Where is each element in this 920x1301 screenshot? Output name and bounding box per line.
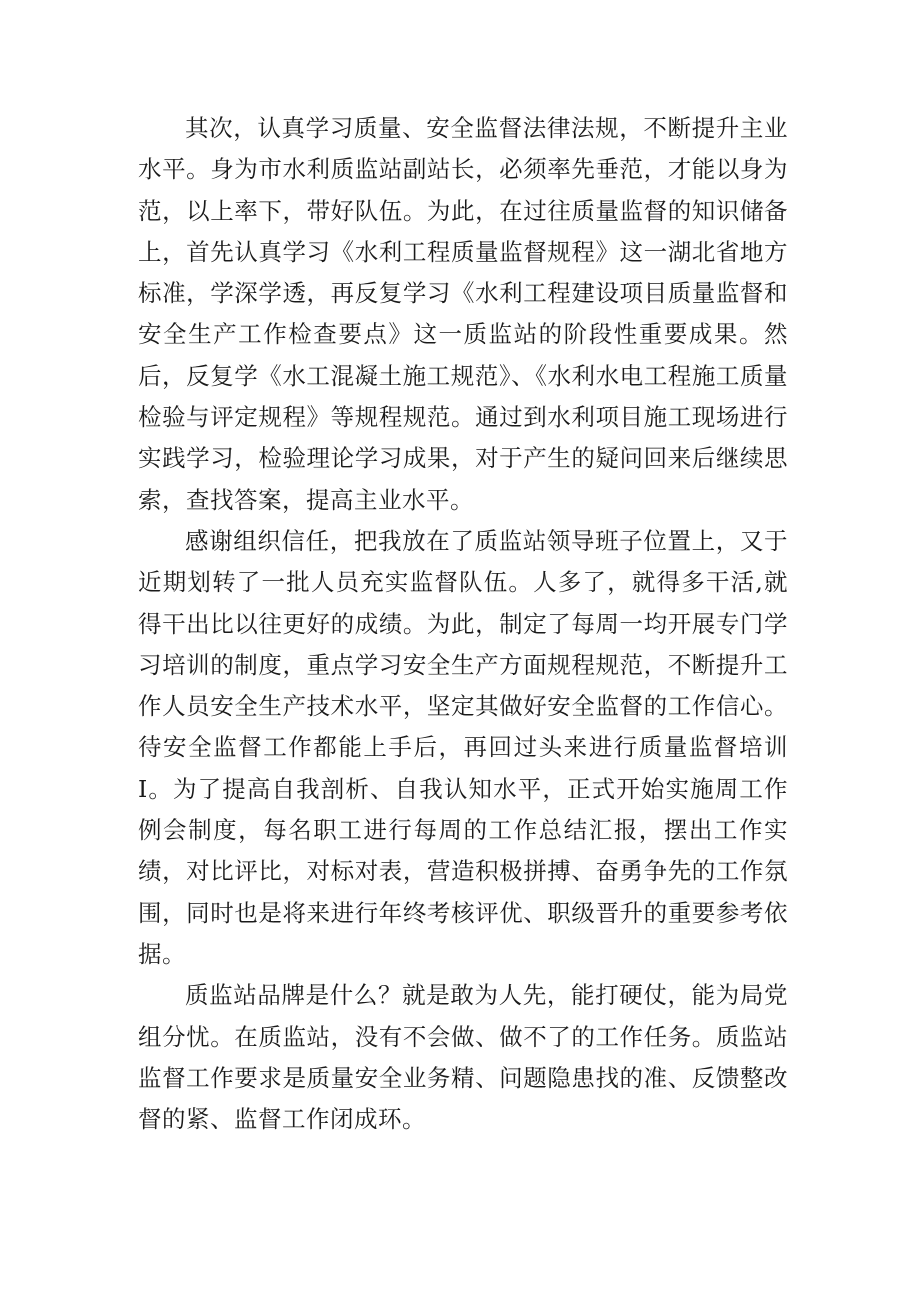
paragraph-team-training: 感谢组织信任，把我放在了质监站领导班子位置上，又于近期划转了一批人员充实监督队伍。人多了，就得多干活,就得干出比以往更好的成绩。为此，制定了每周一均开展专门学习培训的制度，重点学习安全生产方面规程规范，不断提升工作人员安全生产技术水平，坚定其做好安全监督的工作信心。待安全监督工作都能上手后，再回过头来进行质量监督培训I。为了提高自我剖析、自我认知水平，正式开始实施周工作例会制度，每名职工进行每周的工作总结汇报，摆出工作实绩，对比评比，对标对表，营造积极拼搏、奋勇争先的工作氛围，同时也是将来进行年终考核评优、职级晋升的重要参考依据。 xyxy=(138,526,788,968)
paragraph-study-regulations: 其次，认真学习质量、安全监督法律法规，不断提升主业水平。身为市水利质监站副站长，必须率先垂范，才能以身为范，以上率下，带好队伍。为此，在过往质量监督的知识储备上，首先认真学习《水利工程质量监督规程》这一湖北省地方标准，学深学透，再反复学习《水利工程建设项目质量监督和安全生产工作检查要点》这一质监站的阶段性重要成果。然后，反复学《水工混凝土施工规范》、《水利水电工程施工质量检验与评定规程》等规程规范。通过到水利项目施工现场进行实践学习，检验理论学习成果，对于产生的疑问回来后继续思索，查找答案，提高主业水平。 xyxy=(138,114,788,514)
document-body xyxy=(138,108,788,1140)
paragraph-station-brand: 质监站品牌是什么？就是敢为人先，能打硬仗，能为局党组分忧。在质监站，没有不会做、做不了的工作任务。质监站监督工作要求是质量安全业务精、问题隐患找的准、反馈整改督的紧、监督工作闭成环。 xyxy=(138,981,788,1134)
